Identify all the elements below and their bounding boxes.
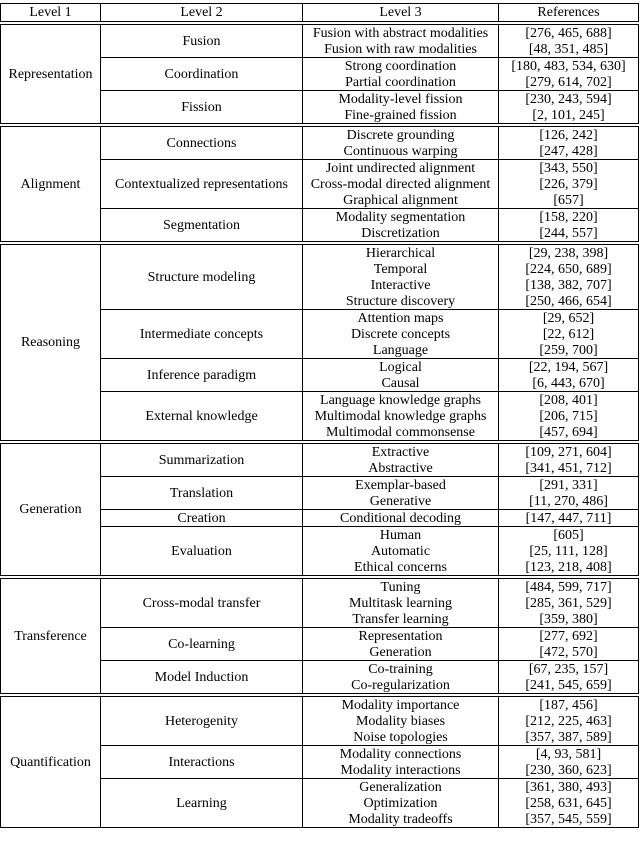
level3-item: Optimization: [303, 795, 499, 811]
references-cell: [241, 545, 659]: [499, 677, 639, 695]
references-cell: [258, 631, 645]: [499, 795, 639, 811]
level3-item: Discrete concepts: [303, 326, 499, 342]
references-cell: [147, 447, 711]: [499, 510, 639, 527]
level3-item: Noise topologies: [303, 729, 499, 746]
references-cell: [22, 612]: [499, 326, 639, 342]
level3-item: Discretization: [303, 225, 499, 243]
level3-item: Human: [303, 527, 499, 544]
references-cell: [484, 599, 717]: [499, 577, 639, 595]
level3-item: Structure discovery: [303, 293, 499, 310]
level3-item: Fine-grained fission: [303, 107, 499, 125]
references-cell: [29, 238, 398]: [499, 243, 639, 261]
references-cell: [25, 111, 128]: [499, 543, 639, 559]
level3-item: Multimodal commonsense: [303, 424, 499, 442]
references-cell: [11, 270, 486]: [499, 493, 639, 510]
table-row: [1, 243, 639, 261]
references-cell: [259, 700]: [499, 342, 639, 359]
references-cell: [126, 242]: [499, 125, 639, 143]
references-cell: [285, 361, 529]: [499, 595, 639, 611]
level3-item: Co-regularization: [303, 677, 499, 695]
level3-item: Generalization: [303, 779, 499, 796]
level3-item: Tuning: [303, 577, 499, 595]
references-cell: [457, 694]: [499, 424, 639, 442]
references-cell: [605]: [499, 527, 639, 544]
level3-item: Joint undirected alignment: [303, 160, 499, 177]
references-cell: [180, 483, 534, 630]: [499, 58, 639, 75]
level3-item: Discrete grounding: [303, 125, 499, 143]
level3-item: Modality connections: [303, 746, 499, 763]
level3-item: Modality-level fission: [303, 91, 499, 108]
references-cell: [250, 466, 654]: [499, 293, 639, 310]
table-row: [1, 577, 639, 595]
level3-item: Conditional decoding: [303, 510, 499, 527]
references-cell: [208, 401]: [499, 392, 639, 409]
references-cell: [48, 351, 485]: [499, 41, 639, 58]
references-cell: [277, 692]: [499, 628, 639, 645]
references-cell: [657]: [499, 192, 639, 209]
level1-category: Reasoning: [1, 243, 101, 442]
level2-subcategory: Intermediate concepts: [101, 310, 303, 359]
level2-subcategory: Cross-modal transfer: [101, 577, 303, 628]
level3-item: Strong coordination: [303, 58, 499, 75]
references-cell: [472, 570]: [499, 644, 639, 661]
level3-item: Transfer learning: [303, 611, 499, 628]
level1-category: Quantification: [1, 695, 101, 828]
level2-subcategory: Evaluation: [101, 527, 303, 578]
references-cell: [279, 614, 702]: [499, 74, 639, 91]
level3-item: Modality biases: [303, 713, 499, 729]
header-level-1: Level 1: [1, 4, 101, 24]
header-level-2: Level 2: [101, 4, 303, 24]
level3-item: Ethical concerns: [303, 559, 499, 577]
taxonomy-table: [0, 3, 639, 828]
level2-subcategory: Segmentation: [101, 209, 303, 244]
level2-subcategory: Coordination: [101, 58, 303, 91]
table-row: [1, 695, 639, 713]
level2-subcategory: Contextualized representations: [101, 160, 303, 209]
table-row: [1, 442, 639, 460]
level2-subcategory: Model Induction: [101, 661, 303, 696]
references-cell: [158, 220]: [499, 209, 639, 226]
level3-item: Extractive: [303, 442, 499, 460]
level2-subcategory: Inference paradigm: [101, 359, 303, 392]
references-cell: [4, 93, 581]: [499, 746, 639, 763]
references-cell: [276, 465, 688]: [499, 23, 639, 41]
level3-item: Fusion with abstract modalities: [303, 23, 499, 41]
level3-item: Modality interactions: [303, 762, 499, 779]
level3-item: Automatic: [303, 543, 499, 559]
references-cell: [2, 101, 245]: [499, 107, 639, 125]
level1-category: Alignment: [1, 125, 101, 243]
level2-subcategory: External knowledge: [101, 392, 303, 443]
level3-item: Modality segmentation: [303, 209, 499, 226]
references-cell: [247, 428]: [499, 143, 639, 160]
header-row: [1, 4, 639, 24]
level3-item: Fusion with raw modalities: [303, 41, 499, 58]
level2-subcategory: Structure modeling: [101, 243, 303, 310]
level3-item: Graphical alignment: [303, 192, 499, 209]
level2-subcategory: Creation: [101, 510, 303, 527]
level3-item: Modality tradeoffs: [303, 811, 499, 828]
level3-item: Representation: [303, 628, 499, 645]
level2-subcategory: Heterogenity: [101, 695, 303, 746]
level3-item: Continuous warping: [303, 143, 499, 160]
level3-item: Modality importance: [303, 695, 499, 713]
references-cell: [187, 456]: [499, 695, 639, 713]
references-cell: [123, 218, 408]: [499, 559, 639, 577]
table-row: [1, 23, 639, 41]
header-references: References: [499, 4, 639, 24]
references-cell: [212, 225, 463]: [499, 713, 639, 729]
level2-subcategory: Connections: [101, 125, 303, 160]
level1-category: Representation: [1, 23, 101, 125]
table-row: [1, 125, 639, 143]
level2-subcategory: Translation: [101, 477, 303, 510]
level3-item: Abstractive: [303, 460, 499, 477]
level2-subcategory: Co-learning: [101, 628, 303, 661]
level2-subcategory: Learning: [101, 779, 303, 828]
taxonomy-body: [1, 23, 639, 828]
level3-item: Generative: [303, 493, 499, 510]
level2-subcategory: Summarization: [101, 442, 303, 477]
level3-item: Partial coordination: [303, 74, 499, 91]
references-cell: [230, 243, 594]: [499, 91, 639, 108]
level3-item: Cross-modal directed alignment: [303, 176, 499, 192]
level3-item: Causal: [303, 375, 499, 392]
level3-item: Temporal: [303, 261, 499, 277]
references-cell: [357, 387, 589]: [499, 729, 639, 746]
level3-item: Attention maps: [303, 310, 499, 327]
level2-subcategory: Interactions: [101, 746, 303, 779]
references-cell: [6, 443, 670]: [499, 375, 639, 392]
level3-item: Exemplar-based: [303, 477, 499, 494]
references-cell: [206, 715]: [499, 408, 639, 424]
references-cell: [224, 650, 689]: [499, 261, 639, 277]
references-cell: [357, 545, 559]: [499, 811, 639, 828]
references-cell: [244, 557]: [499, 225, 639, 243]
references-cell: [291, 331]: [499, 477, 639, 494]
references-cell: [226, 379]: [499, 176, 639, 192]
references-cell: [230, 360, 623]: [499, 762, 639, 779]
references-cell: [29, 652]: [499, 310, 639, 327]
references-cell: [138, 382, 707]: [499, 277, 639, 293]
references-cell: [22, 194, 567]: [499, 359, 639, 376]
references-cell: [67, 235, 157]: [499, 661, 639, 678]
references-cell: [359, 380]: [499, 611, 639, 628]
level1-category: Generation: [1, 442, 101, 577]
level3-item: Multimodal knowledge graphs: [303, 408, 499, 424]
level3-item: Language: [303, 342, 499, 359]
level3-item: Interactive: [303, 277, 499, 293]
level2-subcategory: Fusion: [101, 23, 303, 58]
references-cell: [341, 451, 712]: [499, 460, 639, 477]
references-cell: [343, 550]: [499, 160, 639, 177]
header-level-3: Level 3: [303, 4, 499, 24]
level3-item: Hierarchical: [303, 243, 499, 261]
references-cell: [109, 271, 604]: [499, 442, 639, 460]
level3-item: Generation: [303, 644, 499, 661]
level3-item: Language knowledge graphs: [303, 392, 499, 409]
level3-item: Logical: [303, 359, 499, 376]
references-cell: [361, 380, 493]: [499, 779, 639, 796]
level3-item: Multitask learning: [303, 595, 499, 611]
level2-subcategory: Fission: [101, 91, 303, 126]
level1-category: Transference: [1, 577, 101, 695]
level3-item: Co-training: [303, 661, 499, 678]
